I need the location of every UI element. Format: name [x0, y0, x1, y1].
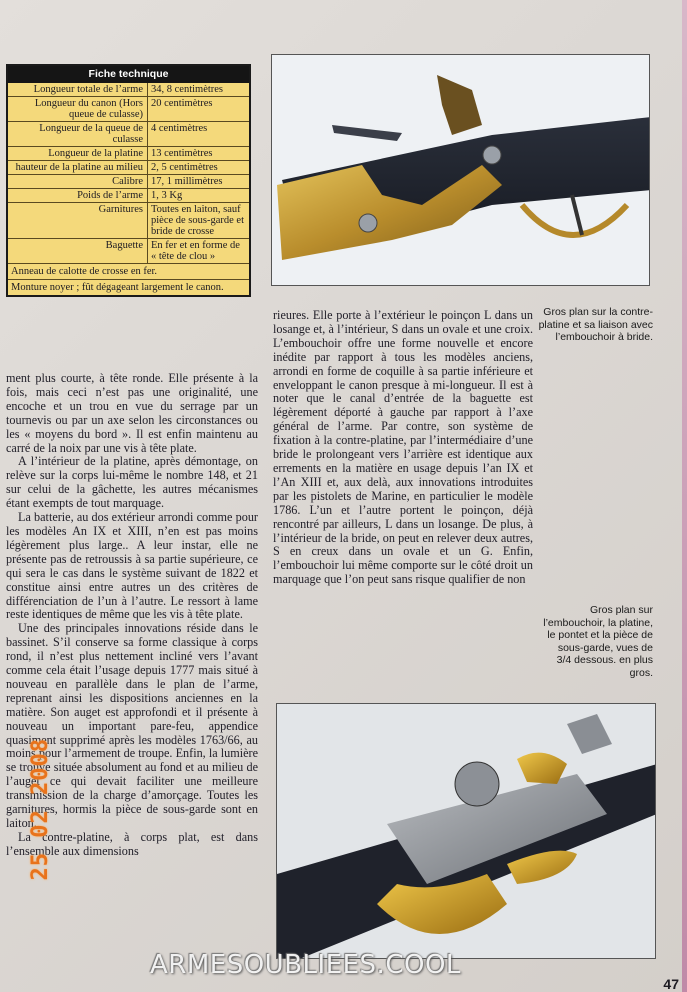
- fiche-value: 2, 5 centimètres: [151, 162, 218, 173]
- fiche-label: Garnitures: [8, 203, 148, 238]
- paragraph: Une des principales innovations réside dans le bassinet. S’il conserve sa forme classique à corps rond, il n’est plus nettement incliné vers l’avant comme cela était l’usage depuis 1777 mais situé à nouveau en parallèle dans le plan de l’arme, reprenant ainsi les dispositions anciennes en la matière. Son auget est approfondi et il présente à nouveau un important pare-feu, appendice quasiment supprimé après les modèles 1763/66, au moins pour l’armement de troupe. Enfin, la lumière se trouve située absolument au fond et au milieu de l’auget ce qui devait faciliter une meilleure transmission de la charge d’amorçage. Toutes les garnitures, hormis la pièce de sous-garde sont en laiton.: [6, 621, 258, 830]
- photo-contre-platine: [271, 54, 650, 286]
- fiche-row: [8, 147, 249, 161]
- fiche-row: [8, 83, 249, 97]
- fiche-value: 4 centimètres: [151, 123, 208, 134]
- fiche-footer-1: Anneau de calotte de crosse en fer.: [8, 264, 249, 280]
- fiche-technique-table: [6, 64, 251, 297]
- paragraph: La batterie, au dos extérieur arrondi comme pour les modèles An IX et XIII, n’en est pas moins légèrement plus large.. A leur instar, elle ne présente pas de retroussis à sa partie supérieure, ce qui sera le cas dans le système suivant de 1822 et constitue ainsi entre autres un des critères de différenciation de l’un à l’autre. Le ressort à lame reste identiques de même que les vis à tête plate.: [6, 510, 258, 622]
- fiche-rows: [8, 83, 249, 264]
- fiche-footer-2: Monture noyer ; fût dégageant largement le canon.: [11, 282, 224, 293]
- watermark: ARMESOUBLIEES.COOL: [150, 950, 461, 980]
- paragraph: rieures. Elle porte à l’extérieur le poinçon L dans un losange et, à l’intérieur, S dans un ovale et une croix. L’embouchoir offre une forme nouvelle et encore inédite par rapport à tous les modèles anciens, arrondi en forme de coquille à sa partie inférieure et enveloppant le canon presque à mi-longueur. Il est à noter que le canal d’entrée de la baguette est légèrement déporté à gauche par rapport à l’axe général de l’arme. Par contre, son système de fixation à la contre-platine, par l’intermédiaire d’une bride le prolongeant vers l’arrière est identique aux errements en la matière en usage depuis l’an IX et l’An XIII et, aux delà, aux innovations introduites par les pistolets de Marine, en particulier le modèle 1786. L’un et l’autre portent le poinçon, déjà rencontré par ailleurs, L dans un losange. De plus, à l’intérieur de la bride, on peut en relever deux autres, S en creux dans un ovale et un G. Enfin, l’embouchoir lui même comporte sur le côté droit un marquage que l’on peut sans risque qualifier de non: [273, 308, 533, 587]
- fiche-value: 13 centimètres: [151, 148, 213, 159]
- fiche-row: [8, 189, 249, 203]
- fiche-value: 17, 1 millimètres: [151, 176, 223, 187]
- pistol-underside-image: [277, 704, 656, 959]
- fiche-label: hauteur de la platine au milieu: [8, 161, 148, 174]
- fiche-label: Poids de l’arme: [8, 189, 148, 202]
- fiche-label: Baguette: [8, 239, 148, 263]
- fiche-value: 34, 8 centimètres: [151, 84, 224, 95]
- fiche-row: [8, 122, 249, 147]
- fiche-label: Longueur de la queue de culasse: [8, 122, 148, 146]
- photo-embouchoir: [276, 703, 656, 959]
- fiche-title: Fiche technique: [8, 66, 249, 83]
- fiche-value: Toutes en laiton, sauf pièce de sous-garde et bride de crosse: [151, 204, 244, 237]
- page-number: 47: [663, 976, 679, 992]
- fiche-row: [8, 97, 249, 122]
- fiche-row: [8, 239, 249, 264]
- fiche-row: [8, 161, 249, 175]
- fiche-row: [8, 203, 249, 239]
- article-right-column: [273, 309, 533, 587]
- page-edge: [682, 0, 687, 992]
- caption-photo-2: Gros plan sur l’embouchoir, la platine, le pontet et la pièce de sous-garde, vues de 3/4 dessous. en plus gros.: [543, 604, 653, 679]
- fiche-label: Longueur du canon (Hors queue de culasse): [8, 97, 148, 121]
- fiche-value: En fer et en forme de « tête de clou »: [151, 240, 240, 262]
- paragraph: A l’intérieur de la platine, après démontage, on relève sur la corps lui-même le nombre 148, et 21 sur celui de la gâchette, les autres mécanismes étant exempts de tout marquage.: [6, 454, 258, 511]
- fiche-label: Longueur totale de l’arme: [8, 83, 148, 96]
- fiche-value: 20 centimètres: [151, 98, 213, 109]
- pistol-closeup-image: [272, 55, 650, 286]
- paragraph: La contre-platine, à corps plat, est dans l’ensemble aux dimensions: [6, 829, 258, 858]
- fiche-value: 1, 3 Kg: [151, 190, 183, 201]
- fiche-label: Calibre: [8, 175, 148, 188]
- date-stamp: 25 02 2008: [28, 738, 53, 881]
- paragraph: ment plus courte, à tête ronde. Elle présente à la fois, mais ceci n’est pas une originalité, une encoche et un trou en vue du serrage par un tournevis ou par un axe selon les circonstances ou les « moyens du bord ». Il est enfin maintenu au carré de la noix par une vis à tête plate.: [6, 371, 258, 455]
- caption-photo-1: Gros plan sur la contre-platine et sa liaison avec l’embouchoir à bride.: [538, 306, 653, 343]
- fiche-row: [8, 175, 249, 189]
- fiche-label: Longueur de la platine: [8, 147, 148, 160]
